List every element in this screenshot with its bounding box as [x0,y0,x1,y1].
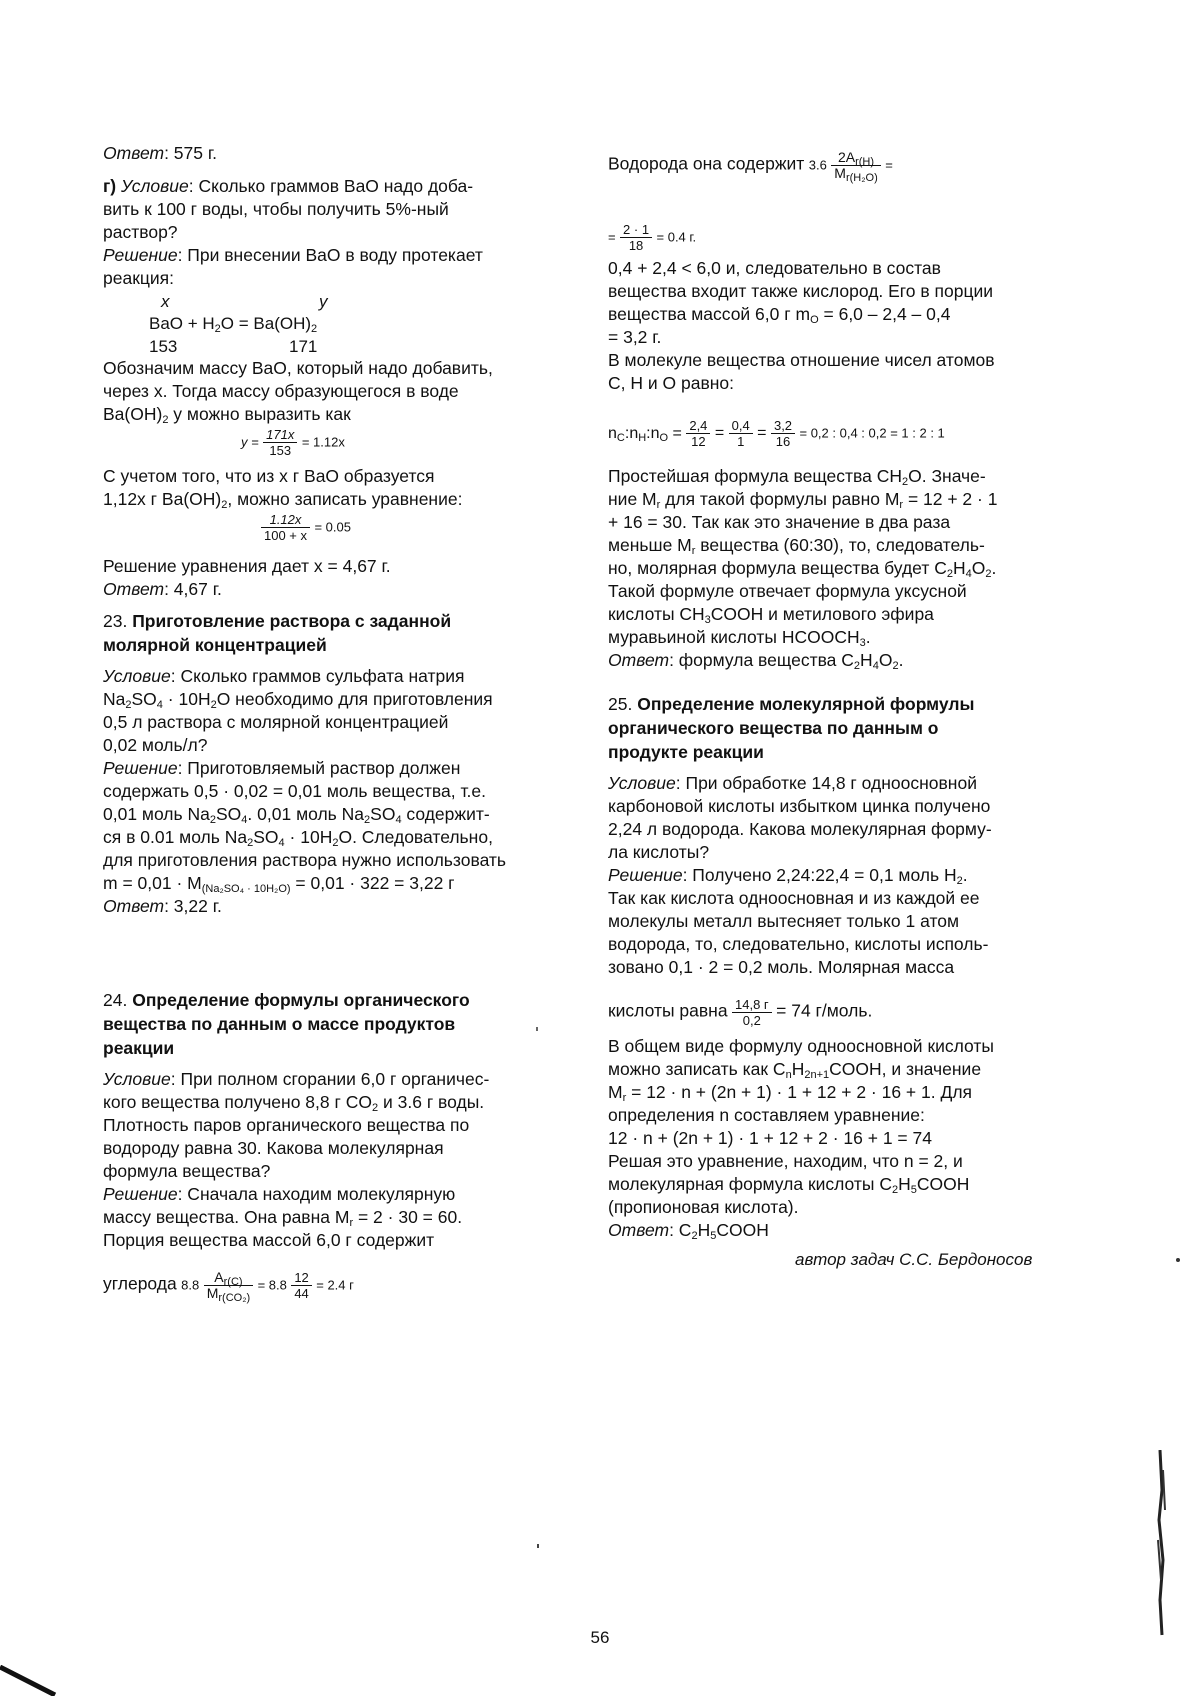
task-g-para1: Обозначим массу BaO, который надо добавить, через x. Тогда массу образующегося в воде $Ba(OH)_2$ y можно выразить как [103,358,493,426]
atom-ratio-equation: $n_C:n_H:n_O$ = $\frac{2,4}{12}$ = $\frac{0,4}{1}$ = $\frac{3,2}{16}$ = 0,2 : 0,4 : 0,2 = 1 : 2 : 1 [608,418,945,449]
task-23-title: 23. Приготовление раствора с заданной [103,611,452,631]
equation-y: y = $\frac{171x}{153}$ = 1.12x [241,427,345,458]
molar-mass-equation: кислоты равна $\frac{14,8 г}{0,2}$ = 74 г/моль. [608,997,873,1028]
task-g: г) Условие: Сколько граммов BaO надо доба- вить к 100 г воды, чтобы получить 5%-ный раствор? Решение: При внесении BaO в воду протекает реакция: [103,176,483,288]
task-25: 25. Определение молекулярной формулы органического вещества по данным о продукте реакции Условие: При обработке 14,8 г одноосновной карбоновой кислоты избытком цинка получено 2,24 л водорода. Какова молекулярная форму- ла кислоты? Решение: Получено 2,24:22,4 = 0,1 моль $H_2$. Так как кислота одноосновная и из каждой ее молекулы металл вытесняет только 1 атом водорода, то, следовательно, кислоты исполь- зовано 0,1 · 2 = 0,2 моль. Молярная масса [608,692,1048,979]
scan-corner-mark [0,1665,60,1696]
scan-dot [1176,1258,1180,1262]
task-25-title: 25. Определение молекулярной формулы [608,694,975,714]
task-25-solution: В общем виде формулу одноосновной кислоты можно записать как $C_nH_{2n+1}COOH$, и значение $M_r = 12 \cdot n + (2n + 1) \cdot 1 + 12 + 2 \cdot 16 + 1$. Для определения n составляем уравнение: 12 · n + (2n + 1) · 1 + 12 + 2 · 16 + 1 = 74 Решая это уравнение, находим, что n = 2, и молекулярная формула кислоты $C_2H_5COOH$ (пропионовая кислота). Ответ: $C_2H_5COOH$ [608,1036,994,1242]
task-24: 24. Определение формулы органического вещества по данным о массе продуктов реакции Условие: При полном сгорании 6,0 г органичес- кого вещества получено 8,8 г $CO_2$ и 3.6 г воды. Плотность паров органического вещества по водороду равна 30. Какова молекулярная формула вещества? Решение: Сначала находим молекулярную массу вещества. Она равна $M_r = 2 \cdot 30 = 60$. Порция вещества массой 6,0 г содержит [103,988,543,1252]
task-23: 23. Приготовление раствора с заданной молярной концентрацией Условие: Сколько граммов сульфата натрия $Na_2SO_4 \cdot 10H_2O$ необходимо для приготовления 0,5 л раствора с молярной концентрацией 0,02 моль/л? Решение: Приготовляемый раствор должен содержать 0,5 · 0,02 = 0,01 моль вещества, т.е. 0,01 моль $Na_2SO_4$. 0,01 моль $Na_2SO_4$ содержит- ся в 0.01 моль $Na_2SO_4 \cdot 10H_2O$. Следовательно, для приготовления раствора нужно использовать $m = 0,01 \cdot M_{(Na_2SO_4 \cdot 10H_2O)} = 0,01 \cdot 322 = 3,22$ г Ответ: 3,22 г. [103,609,543,918]
scan-edge-mark [1150,1450,1174,1640]
answer-575: Ответ: 575 г. [103,143,217,163]
task-g-result: Решение уравнения дает x = 4,67 г. Ответ: 4,67 г. [103,556,391,599]
scan-dot [536,1027,538,1031]
hydrogen-equation-2: = $\frac{2 \cdot 1}{18}$ = 0.4 г. [608,222,697,253]
scan-dot [537,1544,539,1548]
reaction-equation: x y BaO + $H_2O = Ba(OH)_2$ 153 171 [149,292,328,356]
hydrogen-equation: Водорода она содержит 3.6 $\frac{2A_{r(H)}}{M_{r(H_2O)}}$ = [608,149,893,184]
carbon-equation: углерода 8.8 $\frac{A_{r(C)}}{M_{r(CO_2)}}$ = 8.8 $\frac{12}{44}$ = 2.4 г [103,1269,354,1304]
oxygen-paragraph: 0,4 + 2,4 < 6,0 и, следовательно в состав вещества входит также кислород. Его в порции вещества массой 6,0 г $m_O = 6,0 - 2,4 - 0,4$ = 3,2 г. В молекуле вещества отношение чисел атомов С, Н и О равно: [608,258,995,393]
task-g-para2: С учетом того, что из x г BaO образуется 1,12x г $Ba(OH)_2$, можно записать уравнение: [103,466,463,511]
simplest-formula-paragraph: Простейшая формула вещества $CH_2O$. Значе- ние $M_r$ для такой формулы равно $M_r = 12 + 2 \cdot 1$ + 16 = 30. Так как это значение в два раза меньше $M_r$ вещества (60:30), то, следователь- но, молярная формула вещества будет $C_2H_4O_2$. Такой формуле отвечает формула уксусной кислоты $CH_3COOH$ и метилового эфира муравьиной кислоты $HCOOCH_3$. Ответ: формула вещества $C_2H_4O_2$. [608,466,998,672]
equation-2: $\frac{1.12x}{100 + x}$ = 0.05 [261,512,561,543]
author-credit: автор задач С.С. Бердоносов [795,1250,1033,1269]
task-24-title: 24. Определение формулы органического [103,990,470,1010]
page-number: 56 [590,1628,610,1647]
